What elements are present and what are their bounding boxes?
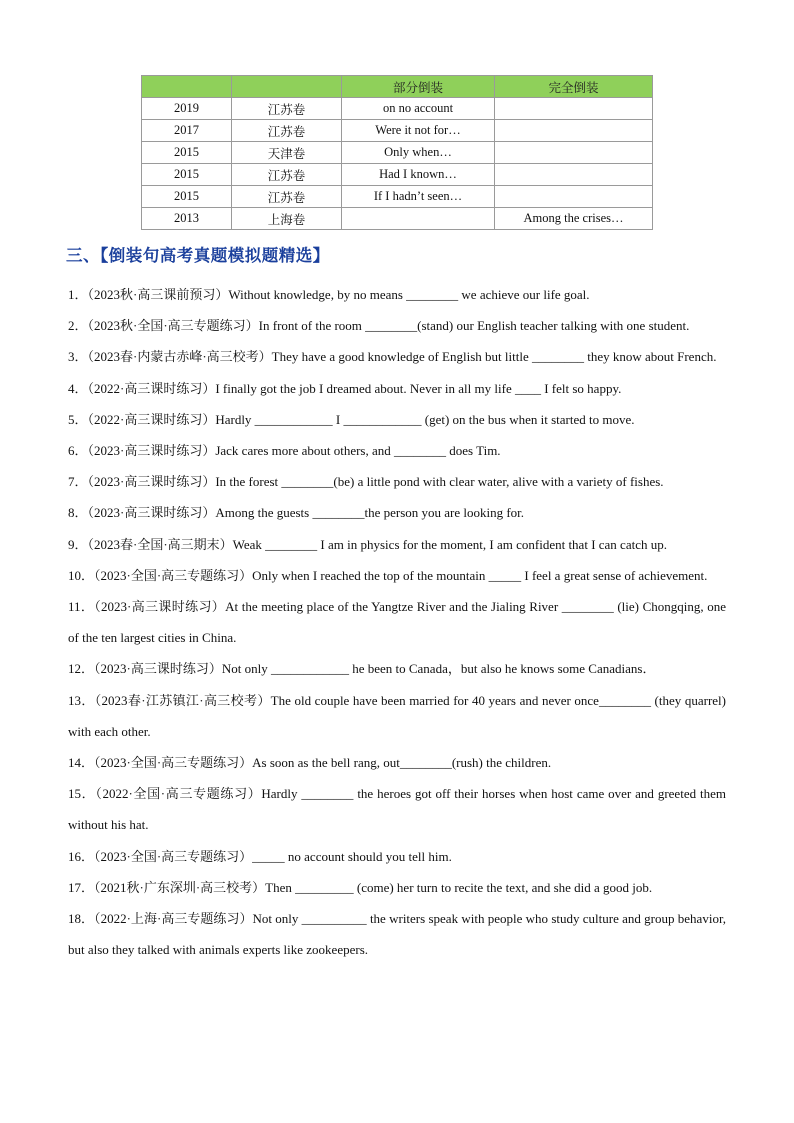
cell-full [495, 186, 653, 208]
question-item: 5．（2022·高三课时练习）Hardly ____________ I ____________ (get) on the bus when it started to move. [68, 411, 635, 427]
cell-partial: If I hadn’t seen… [342, 186, 495, 208]
table-row [142, 120, 653, 142]
cell-year: 2017 [142, 120, 232, 142]
cell-partial: on no account [342, 98, 495, 120]
exam-year-table [141, 75, 653, 230]
question-item: 15．（2022·全国·高三专题练习）Hardly ________ the heroes got off their horses when host came over and greeted them without his hat. [68, 786, 726, 833]
cell-partial: Only when… [342, 142, 495, 164]
header-partial-inversion: 部分倒装 [342, 76, 495, 98]
cell-full [495, 98, 653, 120]
cell-year: 2013 [142, 208, 232, 230]
cell-full [495, 120, 653, 142]
question-item: 12．（2023·高三课时练习）Not only ____________ he been to Canada，but also he knows some Canadians． [68, 661, 656, 677]
question-item: 10．（2023·全国·高三专题练习）Only when I reached the top of the mountain _____ I feel a great sense of achievement. [68, 567, 708, 583]
question-item: 6．（2023·高三课时练习）Jack cares more about others, and ________ does Tim. [68, 443, 501, 459]
table-row [142, 186, 653, 208]
cell-year: 2019 [142, 98, 232, 120]
question-item: 3．（2023春·内蒙古赤峰·高三校考）They have a good knowledge of English but little ________ they know about French. [68, 349, 717, 365]
question-list [68, 279, 726, 965]
question-item: 17．（2021秋·广东深圳·高三校考）Then _________ (come) her turn to recite the text, and she did a good job. [68, 879, 653, 895]
table-row [142, 164, 653, 186]
cell-full [495, 142, 653, 164]
question-item: 16．（2023·全国·高三专题练习）_____ no account should you tell him. [68, 848, 452, 864]
cell-partial: Were it not for… [342, 120, 495, 142]
cell-exam: 上海卷 [232, 208, 342, 230]
table-row [142, 98, 653, 120]
question-item: 11．（2023·高三课时练习）At the meeting place of the Yangtze River and the Jialing River ________ (lie) Chongqing, one of the ten largest cities in China. [68, 599, 726, 646]
question-item: 18．（2022·上海·高三专题练习）Not only __________ the writers speak with people who study culture and group behavior, but also they talked with animals experts like zookeepers. [68, 911, 726, 958]
header-exam [232, 76, 342, 98]
question-item: 9．（2023春·全国·高三期末）Weak ________ I am in physics for the moment, I am confident that I can catch up. [68, 536, 667, 552]
cell-year: 2015 [142, 186, 232, 208]
cell-exam: 江苏卷 [232, 164, 342, 186]
question-item: 4．（2022·高三课时练习）I finally got the job I dreamed about. Never in all my life ____ I felt so happy. [68, 380, 622, 396]
cell-partial [342, 208, 495, 230]
question-item: 14．（2023·全国·高三专题练习）As soon as the bell rang, out________(rush) the children. [68, 755, 552, 771]
section-title: 三、【倒装句高考真题模拟题精选】 [66, 246, 330, 265]
table-header-row [142, 76, 653, 98]
cell-exam: 江苏卷 [232, 98, 342, 120]
cell-full: Among the crises… [495, 208, 653, 230]
cell-partial: Had I known… [342, 164, 495, 186]
cell-exam: 江苏卷 [232, 120, 342, 142]
question-item: 13．（2023春·江苏镇江·高三校考）The old couple have been married for 40 years and never once________ (they quarrel) with each other. [68, 692, 726, 739]
header-year [142, 76, 232, 98]
cell-year: 2015 [142, 164, 232, 186]
table-row [142, 142, 653, 164]
question-item: 8．（2023·高三课时练习）Among the guests ________the person you are looking for. [68, 505, 525, 521]
question-item: 1．（2023秋·高三课前预习）Without knowledge, by no means ________ we achieve our life goal. [68, 287, 590, 302]
cell-exam: 天津卷 [232, 142, 342, 164]
cell-exam: 江苏卷 [232, 186, 342, 208]
question-item: 2．（2023秋·全国·高三专题练习）In front of the room ________(stand) our English teacher talking with one student. [68, 318, 690, 334]
table-row [142, 208, 653, 230]
question-item: 7．（2023·高三课时练习）In the forest ________(be) a little pond with clear water, alive with a variety of fishes. [68, 474, 664, 490]
cell-full [495, 164, 653, 186]
cell-year: 2015 [142, 142, 232, 164]
header-full-inversion: 完全倒装 [495, 76, 653, 98]
